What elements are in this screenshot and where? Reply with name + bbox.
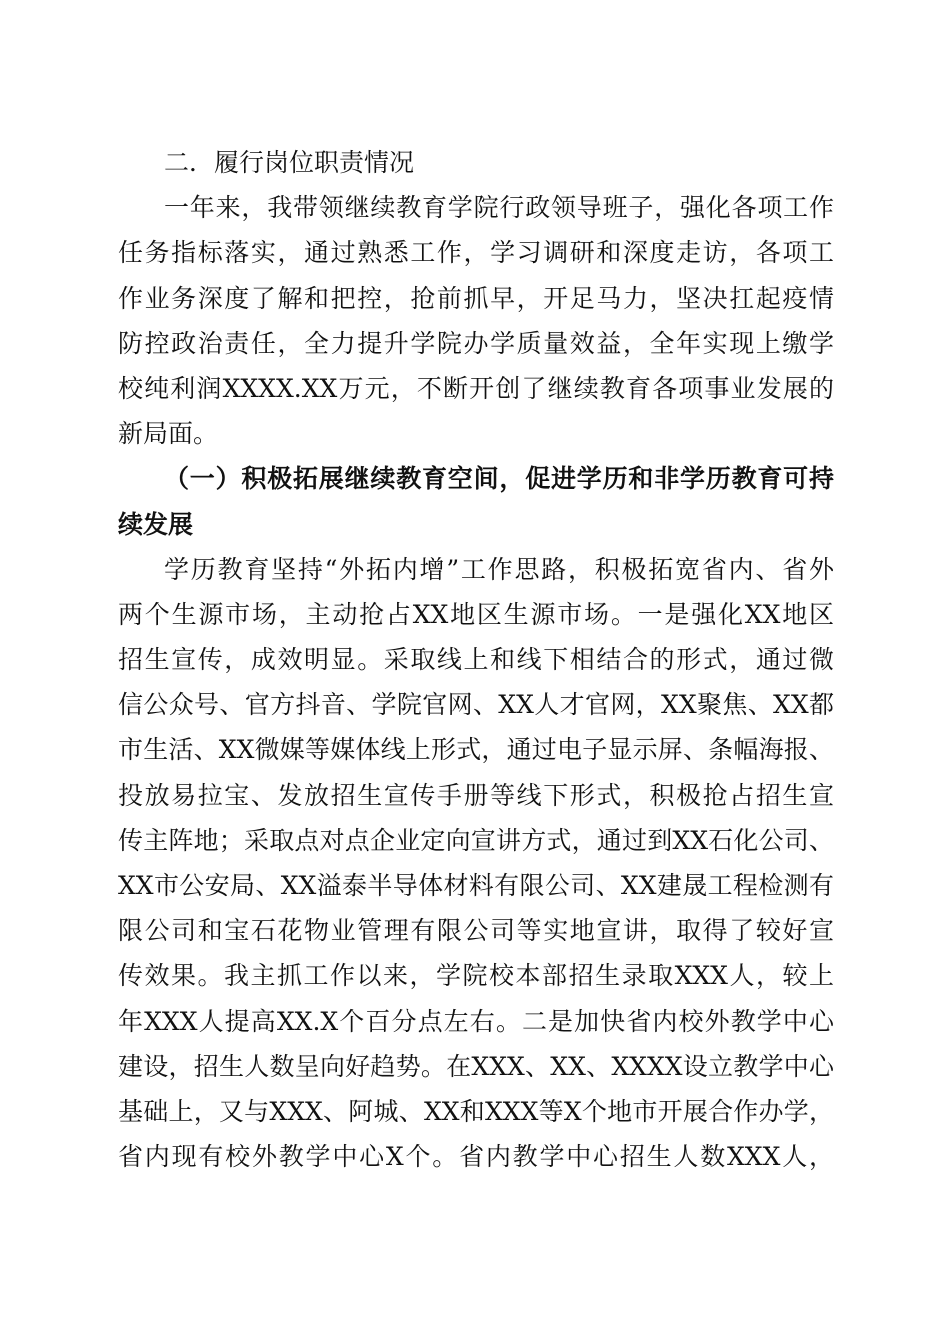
paragraph-line: 新局面。 xyxy=(118,419,219,449)
paragraph-line: XX市公安局、XX溢泰半导体材料有限公司、XX建晟工程检测有 xyxy=(118,871,834,900)
subsection-heading: 续发展 xyxy=(118,509,194,539)
document-body xyxy=(118,140,834,1179)
paragraph-line: 年XXX人提高XX.X个百分点左右。二是加快省内校外教学中心 xyxy=(118,1006,834,1036)
paragraph-line: 学历教育坚持“外拓内增”工作思路，积极拓宽省内、省外 xyxy=(164,554,834,584)
paragraph-line: 一年来，我带领继续教育学院行政领导班子，强化各项工作 xyxy=(164,193,834,223)
paragraph-line: 传主阵地；采取点对点企业定向宣讲方式，通过到XX石化公司、 xyxy=(118,825,834,855)
paragraph-line: 两个生源市场，主动抢占XX地区生源市场。一是强化XX地区 xyxy=(118,599,834,629)
paragraph-line: 防控政治责任，全力提升学院办学质量效益，全年实现上缴学 xyxy=(118,328,834,358)
section-heading: 二．履行岗位职责情况 xyxy=(164,148,415,177)
paragraph-line: 校纯利润XXXX.XX万元，不断开创了继续教育各项事业发展的 xyxy=(118,373,834,403)
paragraph-line: 传效果。我主抓工作以来，学院校本部招生录取XXX人，较上 xyxy=(118,961,834,991)
paragraph-line: 省内现有校外教学中心X个。省内教学中心招生人数XXX人， xyxy=(118,1142,834,1172)
paragraph-line: 任务指标落实，通过熟悉工作，学习调研和深度走访，各项工 xyxy=(118,238,834,268)
paragraph-line: 作业务深度了解和把控，抢前抓早，开足马力，坚决扛起疫情 xyxy=(118,283,834,313)
paragraph-line: 基础上，又与XXX、阿城、XX和XXX等X个地市开展合作办学， xyxy=(118,1096,834,1126)
paragraph-line: 投放易拉宝、发放招生宣传手册等线下形式，积极抢占招生宣 xyxy=(118,780,834,810)
paragraph-line: 信公众号、官方抖音、学院官网、XX人才官网，XX聚焦、XX都 xyxy=(118,690,834,720)
subsection-heading: （一）积极拓展继续教育空间，促进学历和非学历教育可持 xyxy=(164,464,834,494)
paragraph-line: 市生活、XX微媒等媒体线上形式，通过电子显示屏、条幅海报、 xyxy=(118,735,834,765)
paragraph-line: 建设，招生人数呈向好趋势。在XXX、XX、XXXX设立教学中心 xyxy=(118,1051,834,1081)
paragraph-line: 招生宣传，成效明显。采取线上和线下相结合的形式，通过微 xyxy=(118,645,834,675)
paragraph-line: 限公司和宝石花物业管理有限公司等实地宣讲，取得了较好宣 xyxy=(118,916,834,946)
